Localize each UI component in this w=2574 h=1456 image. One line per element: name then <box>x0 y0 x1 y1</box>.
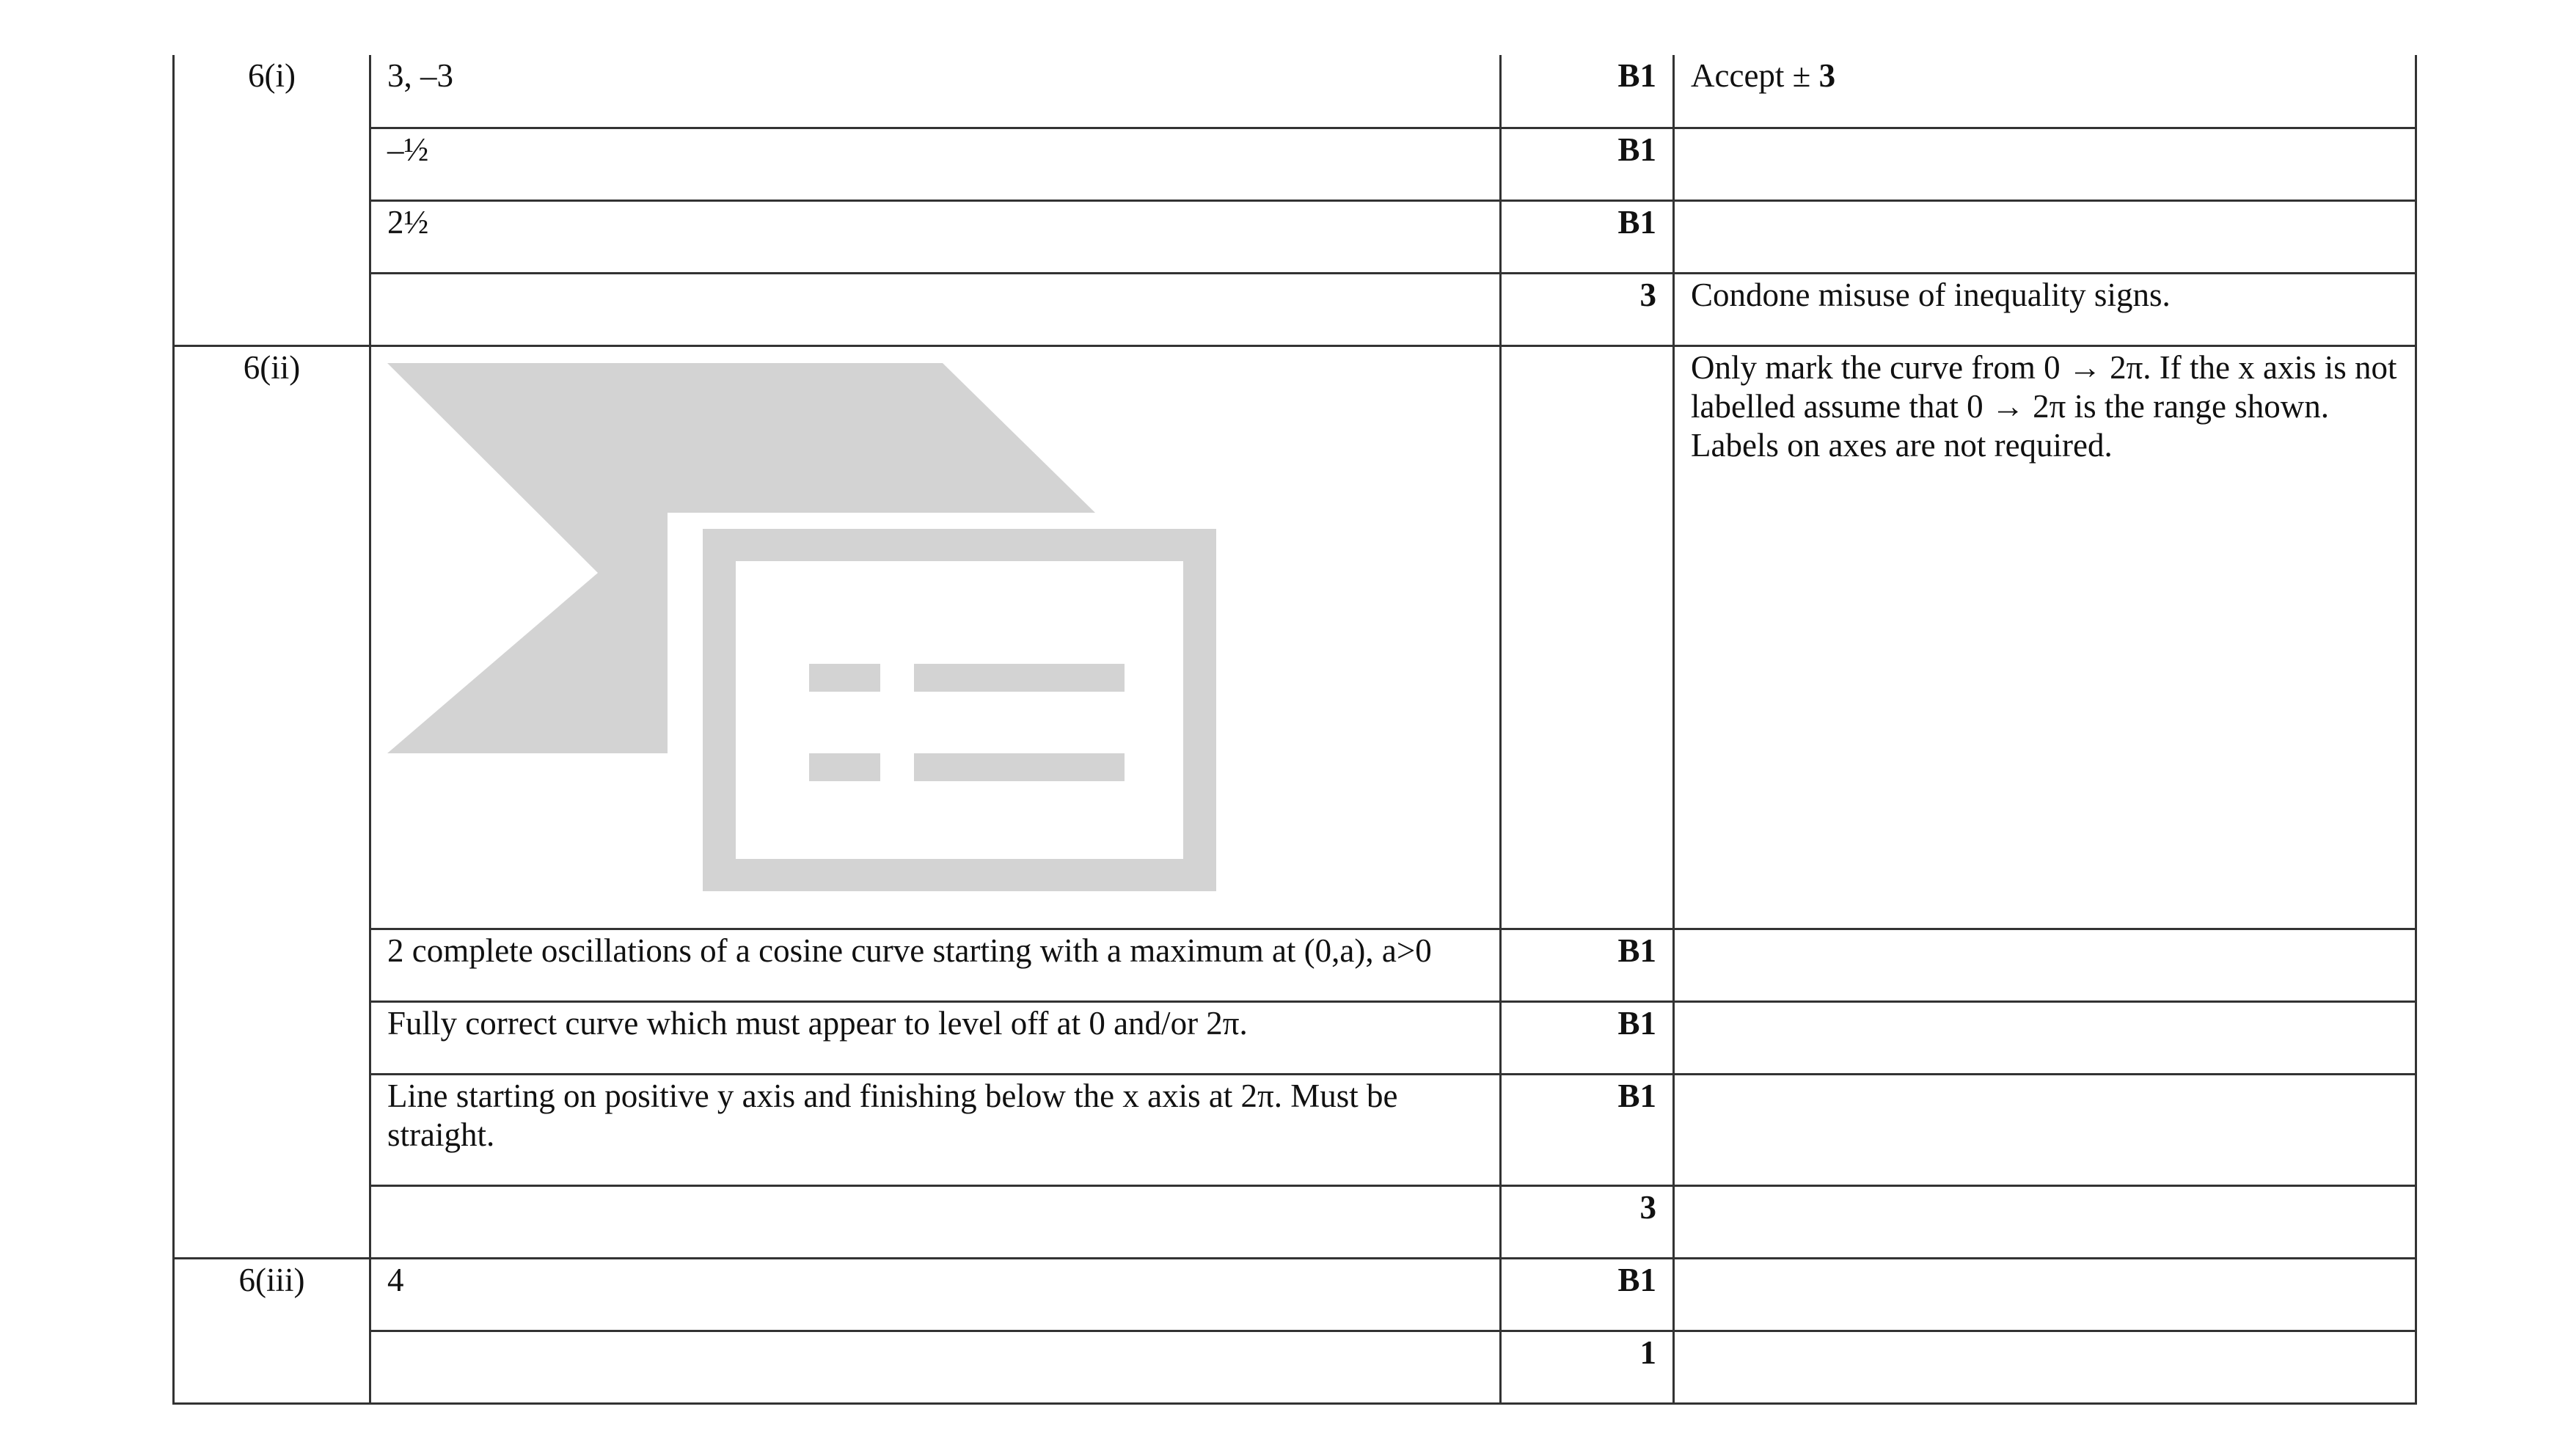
mark-cell: B1 <box>1501 929 1674 1001</box>
answer-cell: 2 complete oscillations of a cosine curve starting with a maximum at (0,a), a>0 <box>370 929 1501 1001</box>
guidance-cell <box>1674 929 2416 1001</box>
table-row <box>174 1258 2416 1331</box>
question-number: 6(ii) <box>174 345 370 1258</box>
table-row <box>174 55 2416 128</box>
table-row <box>174 273 2416 345</box>
table-row <box>174 1074 2416 1185</box>
table-row <box>174 1331 2416 1403</box>
guidance-cell <box>1674 200 2416 273</box>
answer-cell: 4 <box>370 1258 1501 1331</box>
mark-cell: B1 <box>1501 1001 1674 1074</box>
guidance-cell <box>1674 1074 2416 1185</box>
guidance-cell <box>1674 1331 2416 1403</box>
table-row <box>174 929 2416 1001</box>
guidance-cell <box>1674 1185 2416 1258</box>
answer-cell <box>370 273 1501 345</box>
answer-cell: 2½ <box>370 200 1501 273</box>
answer-cell <box>370 1331 1501 1403</box>
question-number: 6(i) <box>174 55 370 345</box>
mark-cell: B1 <box>1501 1074 1674 1185</box>
total-mark-cell: 3 <box>1501 273 1674 345</box>
guidance-cell: Only mark the curve from 0 → 2π. If the x axis is not labelled assume that 0 → 2π is the range shown. Labels on axes are not required. <box>1674 345 2416 929</box>
answer-cell: 3, –3 <box>370 55 1501 128</box>
mark-cell <box>1501 345 1674 929</box>
mark-cell: B1 <box>1501 55 1674 128</box>
table-row <box>174 1001 2416 1074</box>
total-mark-cell: 3 <box>1501 1185 1674 1258</box>
guidance-cell <box>1674 128 2416 200</box>
table-row <box>174 345 2416 929</box>
guidance-cell <box>1674 55 2416 128</box>
guidance-text: Accept ± <box>1691 57 1819 94</box>
image-placeholder-icon <box>387 363 1224 921</box>
table-row <box>174 200 2416 273</box>
guidance-cell <box>1674 1258 2416 1331</box>
question-number: 6(iii) <box>174 1258 370 1403</box>
guidance-bold-text: 3 <box>1818 57 1836 94</box>
table-row <box>174 1185 2416 1258</box>
figure-cell <box>370 345 1501 929</box>
mark-cell: B1 <box>1501 128 1674 200</box>
mark-cell: B1 <box>1501 200 1674 273</box>
answer-cell <box>370 1185 1501 1258</box>
guidance-cell <box>1674 1001 2416 1074</box>
total-mark-cell: 1 <box>1501 1331 1674 1403</box>
table-row <box>174 128 2416 200</box>
mark-cell: B1 <box>1501 1258 1674 1331</box>
guidance-cell: Condone misuse of inequality signs. <box>1674 273 2416 345</box>
answer-cell: Line starting on positive y axis and finishing below the x axis at 2π. Must be straight. <box>370 1074 1501 1185</box>
mark-scheme-table <box>172 55 2417 1405</box>
answer-cell: Fully correct curve which must appear to level off at 0 and/or 2π. <box>370 1001 1501 1074</box>
answer-cell: –½ <box>370 128 1501 200</box>
